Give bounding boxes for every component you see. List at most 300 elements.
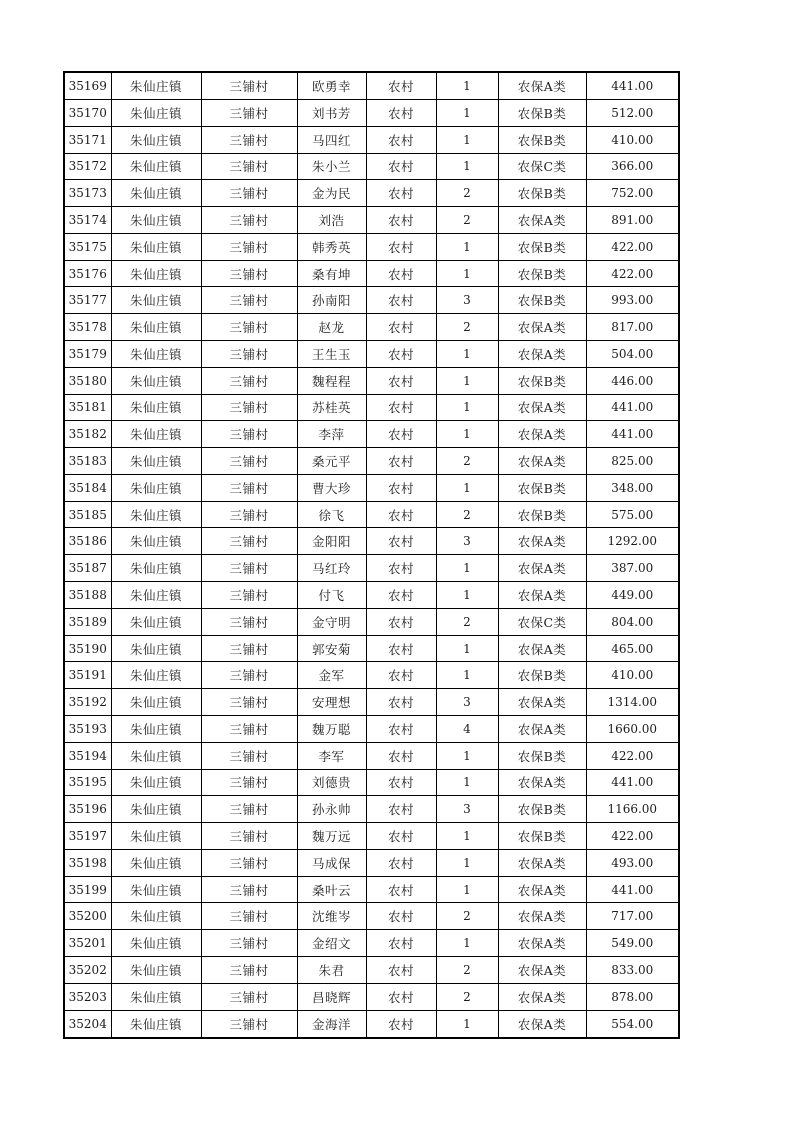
cell-insurance-category: 农保C类 xyxy=(498,608,586,635)
table-row xyxy=(64,769,679,796)
cell-amount: 410.00 xyxy=(586,662,679,689)
cell-record-id: 35185 xyxy=(64,501,111,528)
records-table-body xyxy=(64,72,679,1038)
cell-village: 三铺村 xyxy=(201,635,297,662)
cell-record-id: 35195 xyxy=(64,769,111,796)
cell-name: 桑元平 xyxy=(297,448,366,475)
cell-amount: 878.00 xyxy=(586,983,679,1010)
cell-insurance-category: 农保A类 xyxy=(498,849,586,876)
cell-town: 朱仙庄镇 xyxy=(111,769,201,796)
table-row xyxy=(64,99,679,126)
cell-record-id: 35188 xyxy=(64,582,111,609)
cell-village: 三铺村 xyxy=(201,341,297,368)
cell-record-id: 35186 xyxy=(64,528,111,555)
cell-town: 朱仙庄镇 xyxy=(111,72,201,99)
cell-record-id: 35190 xyxy=(64,635,111,662)
cell-town: 朱仙庄镇 xyxy=(111,582,201,609)
cell-town: 朱仙庄镇 xyxy=(111,662,201,689)
cell-amount: 446.00 xyxy=(586,367,679,394)
cell-amount: 804.00 xyxy=(586,608,679,635)
cell-residence-type: 农村 xyxy=(366,448,436,475)
table-row xyxy=(64,635,679,662)
cell-village: 三铺村 xyxy=(201,180,297,207)
cell-village: 三铺村 xyxy=(201,876,297,903)
cell-record-id: 35173 xyxy=(64,180,111,207)
cell-residence-type: 农村 xyxy=(366,180,436,207)
cell-town: 朱仙庄镇 xyxy=(111,126,201,153)
cell-residence-type: 农村 xyxy=(366,635,436,662)
cell-village: 三铺村 xyxy=(201,367,297,394)
cell-town: 朱仙庄镇 xyxy=(111,394,201,421)
cell-amount: 493.00 xyxy=(586,849,679,876)
cell-record-id: 35182 xyxy=(64,421,111,448)
cell-person-count: 2 xyxy=(436,956,498,983)
cell-name: 朱君 xyxy=(297,956,366,983)
cell-amount: 441.00 xyxy=(586,769,679,796)
table-row xyxy=(64,608,679,635)
table-row xyxy=(64,689,679,716)
cell-person-count: 2 xyxy=(436,903,498,930)
cell-record-id: 35184 xyxy=(64,474,111,501)
table-row xyxy=(64,715,679,742)
cell-town: 朱仙庄镇 xyxy=(111,555,201,582)
cell-name: 沈维岑 xyxy=(297,903,366,930)
cell-person-count: 3 xyxy=(436,796,498,823)
cell-insurance-category: 农保A类 xyxy=(498,582,586,609)
cell-village: 三铺村 xyxy=(201,662,297,689)
cell-name: 李萍 xyxy=(297,421,366,448)
cell-insurance-category: 农保A类 xyxy=(498,930,586,957)
table-row xyxy=(64,287,679,314)
cell-person-count: 1 xyxy=(436,421,498,448)
cell-residence-type: 农村 xyxy=(366,367,436,394)
cell-residence-type: 农村 xyxy=(366,876,436,903)
cell-amount: 465.00 xyxy=(586,635,679,662)
cell-village: 三铺村 xyxy=(201,956,297,983)
cell-insurance-category: 农保B类 xyxy=(498,99,586,126)
cell-amount: 348.00 xyxy=(586,474,679,501)
cell-insurance-category: 农保B类 xyxy=(498,233,586,260)
cell-person-count: 1 xyxy=(436,823,498,850)
cell-amount: 422.00 xyxy=(586,742,679,769)
table-row xyxy=(64,72,679,99)
cell-town: 朱仙庄镇 xyxy=(111,528,201,555)
table-row xyxy=(64,662,679,689)
cell-name: 李军 xyxy=(297,742,366,769)
cell-record-id: 35192 xyxy=(64,689,111,716)
cell-record-id: 35180 xyxy=(64,367,111,394)
cell-insurance-category: 农保A类 xyxy=(498,689,586,716)
cell-amount: 366.00 xyxy=(586,153,679,180)
cell-amount: 817.00 xyxy=(586,314,679,341)
cell-insurance-category: 农保A类 xyxy=(498,983,586,1010)
table-row xyxy=(64,956,679,983)
cell-name: 赵龙 xyxy=(297,314,366,341)
cell-record-id: 35178 xyxy=(64,314,111,341)
cell-record-id: 35171 xyxy=(64,126,111,153)
cell-amount: 441.00 xyxy=(586,394,679,421)
cell-name: 王生玉 xyxy=(297,341,366,368)
cell-amount: 825.00 xyxy=(586,448,679,475)
cell-insurance-category: 农保A类 xyxy=(498,715,586,742)
cell-amount: 504.00 xyxy=(586,341,679,368)
cell-record-id: 35198 xyxy=(64,849,111,876)
cell-record-id: 35189 xyxy=(64,608,111,635)
cell-town: 朱仙庄镇 xyxy=(111,421,201,448)
cell-record-id: 35187 xyxy=(64,555,111,582)
cell-town: 朱仙庄镇 xyxy=(111,99,201,126)
cell-amount: 422.00 xyxy=(586,233,679,260)
cell-village: 三铺村 xyxy=(201,608,297,635)
cell-name: 昌晓辉 xyxy=(297,983,366,1010)
cell-village: 三铺村 xyxy=(201,528,297,555)
cell-amount: 1314.00 xyxy=(586,689,679,716)
cell-insurance-category: 农保A类 xyxy=(498,555,586,582)
cell-town: 朱仙庄镇 xyxy=(111,314,201,341)
cell-amount: 833.00 xyxy=(586,956,679,983)
cell-town: 朱仙庄镇 xyxy=(111,448,201,475)
cell-name: 付飞 xyxy=(297,582,366,609)
cell-town: 朱仙庄镇 xyxy=(111,796,201,823)
cell-record-id: 35196 xyxy=(64,796,111,823)
cell-record-id: 35179 xyxy=(64,341,111,368)
cell-town: 朱仙庄镇 xyxy=(111,367,201,394)
cell-insurance-category: 农保B类 xyxy=(498,823,586,850)
cell-name: 孙南阳 xyxy=(297,287,366,314)
cell-person-count: 4 xyxy=(436,715,498,742)
cell-person-count: 2 xyxy=(436,180,498,207)
cell-person-count: 1 xyxy=(436,341,498,368)
cell-insurance-category: 农保A类 xyxy=(498,903,586,930)
cell-residence-type: 农村 xyxy=(366,582,436,609)
cell-village: 三铺村 xyxy=(201,72,297,99)
cell-person-count: 1 xyxy=(436,742,498,769)
cell-name: 金为民 xyxy=(297,180,366,207)
cell-amount: 554.00 xyxy=(586,1010,679,1038)
table-row xyxy=(64,876,679,903)
cell-name: 金绍文 xyxy=(297,930,366,957)
cell-record-id: 35204 xyxy=(64,1010,111,1038)
cell-name: 金阳阳 xyxy=(297,528,366,555)
cell-name: 孙永帅 xyxy=(297,796,366,823)
table-row xyxy=(64,474,679,501)
cell-record-id: 35201 xyxy=(64,930,111,957)
cell-residence-type: 农村 xyxy=(366,715,436,742)
cell-village: 三铺村 xyxy=(201,287,297,314)
cell-person-count: 1 xyxy=(436,474,498,501)
cell-amount: 441.00 xyxy=(586,876,679,903)
cell-person-count: 2 xyxy=(436,448,498,475)
table-row xyxy=(64,930,679,957)
cell-name: 苏桂英 xyxy=(297,394,366,421)
cell-village: 三铺村 xyxy=(201,233,297,260)
cell-name: 朱小兰 xyxy=(297,153,366,180)
cell-village: 三铺村 xyxy=(201,689,297,716)
cell-village: 三铺村 xyxy=(201,715,297,742)
cell-name: 金军 xyxy=(297,662,366,689)
cell-village: 三铺村 xyxy=(201,501,297,528)
table-row xyxy=(64,233,679,260)
cell-residence-type: 农村 xyxy=(366,662,436,689)
cell-town: 朱仙庄镇 xyxy=(111,930,201,957)
cell-name: 马成保 xyxy=(297,849,366,876)
cell-person-count: 2 xyxy=(436,501,498,528)
cell-person-count: 1 xyxy=(436,662,498,689)
cell-residence-type: 农村 xyxy=(366,233,436,260)
cell-town: 朱仙庄镇 xyxy=(111,501,201,528)
table-row xyxy=(64,823,679,850)
cell-town: 朱仙庄镇 xyxy=(111,715,201,742)
cell-name: 马四红 xyxy=(297,126,366,153)
cell-amount: 549.00 xyxy=(586,930,679,957)
cell-amount: 1292.00 xyxy=(586,528,679,555)
cell-town: 朱仙庄镇 xyxy=(111,287,201,314)
records-table xyxy=(63,71,680,1039)
cell-person-count: 3 xyxy=(436,287,498,314)
cell-residence-type: 农村 xyxy=(366,153,436,180)
cell-name: 马红玲 xyxy=(297,555,366,582)
cell-town: 朱仙庄镇 xyxy=(111,823,201,850)
cell-record-id: 35183 xyxy=(64,448,111,475)
cell-amount: 575.00 xyxy=(586,501,679,528)
table-row xyxy=(64,126,679,153)
cell-insurance-category: 农保A类 xyxy=(498,394,586,421)
cell-residence-type: 农村 xyxy=(366,99,436,126)
cell-name: 徐飞 xyxy=(297,501,366,528)
cell-record-id: 35174 xyxy=(64,207,111,234)
cell-name: 魏万远 xyxy=(297,823,366,850)
cell-residence-type: 农村 xyxy=(366,474,436,501)
cell-record-id: 35191 xyxy=(64,662,111,689)
table-row xyxy=(64,983,679,1010)
cell-insurance-category: 农保B类 xyxy=(498,742,586,769)
cell-person-count: 1 xyxy=(436,769,498,796)
cell-town: 朱仙庄镇 xyxy=(111,903,201,930)
table-row xyxy=(64,260,679,287)
cell-name: 郭安菊 xyxy=(297,635,366,662)
cell-residence-type: 农村 xyxy=(366,903,436,930)
table-row xyxy=(64,448,679,475)
cell-person-count: 1 xyxy=(436,1010,498,1038)
cell-residence-type: 农村 xyxy=(366,930,436,957)
cell-residence-type: 农村 xyxy=(366,823,436,850)
cell-insurance-category: 农保B类 xyxy=(498,126,586,153)
cell-town: 朱仙庄镇 xyxy=(111,689,201,716)
table-row xyxy=(64,314,679,341)
cell-village: 三铺村 xyxy=(201,153,297,180)
cell-amount: 1660.00 xyxy=(586,715,679,742)
cell-town: 朱仙庄镇 xyxy=(111,153,201,180)
cell-residence-type: 农村 xyxy=(366,983,436,1010)
cell-insurance-category: 农保A类 xyxy=(498,769,586,796)
cell-person-count: 1 xyxy=(436,153,498,180)
cell-person-count: 1 xyxy=(436,99,498,126)
cell-person-count: 1 xyxy=(436,394,498,421)
table-row xyxy=(64,849,679,876)
cell-person-count: 1 xyxy=(436,233,498,260)
cell-record-id: 35169 xyxy=(64,72,111,99)
cell-record-id: 35176 xyxy=(64,260,111,287)
cell-insurance-category: 农保B类 xyxy=(498,367,586,394)
cell-village: 三铺村 xyxy=(201,421,297,448)
table-row xyxy=(64,180,679,207)
cell-village: 三铺村 xyxy=(201,555,297,582)
cell-amount: 993.00 xyxy=(586,287,679,314)
cell-town: 朱仙庄镇 xyxy=(111,207,201,234)
cell-village: 三铺村 xyxy=(201,1010,297,1038)
cell-residence-type: 农村 xyxy=(366,528,436,555)
cell-record-id: 35200 xyxy=(64,903,111,930)
cell-village: 三铺村 xyxy=(201,99,297,126)
cell-insurance-category: 农保B类 xyxy=(498,474,586,501)
cell-person-count: 1 xyxy=(436,582,498,609)
table-row xyxy=(64,341,679,368)
cell-name: 韩秀英 xyxy=(297,233,366,260)
cell-insurance-category: 农保B类 xyxy=(498,287,586,314)
cell-person-count: 1 xyxy=(436,260,498,287)
table-row xyxy=(64,796,679,823)
cell-insurance-category: 农保B类 xyxy=(498,180,586,207)
cell-residence-type: 农村 xyxy=(366,207,436,234)
cell-town: 朱仙庄镇 xyxy=(111,233,201,260)
cell-village: 三铺村 xyxy=(201,582,297,609)
table-row xyxy=(64,582,679,609)
cell-residence-type: 农村 xyxy=(366,314,436,341)
cell-record-id: 35203 xyxy=(64,983,111,1010)
table-row xyxy=(64,528,679,555)
cell-amount: 387.00 xyxy=(586,555,679,582)
cell-village: 三铺村 xyxy=(201,207,297,234)
cell-town: 朱仙庄镇 xyxy=(111,180,201,207)
cell-residence-type: 农村 xyxy=(366,742,436,769)
cell-amount: 422.00 xyxy=(586,260,679,287)
cell-residence-type: 农村 xyxy=(366,260,436,287)
cell-residence-type: 农村 xyxy=(366,956,436,983)
cell-record-id: 35177 xyxy=(64,287,111,314)
cell-record-id: 35197 xyxy=(64,823,111,850)
cell-person-count: 1 xyxy=(436,876,498,903)
cell-village: 三铺村 xyxy=(201,849,297,876)
cell-record-id: 35170 xyxy=(64,99,111,126)
cell-town: 朱仙庄镇 xyxy=(111,608,201,635)
cell-insurance-category: 农保B类 xyxy=(498,501,586,528)
cell-village: 三铺村 xyxy=(201,742,297,769)
cell-record-id: 35202 xyxy=(64,956,111,983)
cell-amount: 512.00 xyxy=(586,99,679,126)
cell-village: 三铺村 xyxy=(201,394,297,421)
cell-village: 三铺村 xyxy=(201,769,297,796)
cell-name: 安理想 xyxy=(297,689,366,716)
cell-residence-type: 农村 xyxy=(366,72,436,99)
cell-residence-type: 农村 xyxy=(366,689,436,716)
cell-town: 朱仙庄镇 xyxy=(111,341,201,368)
table-row xyxy=(64,367,679,394)
cell-village: 三铺村 xyxy=(201,314,297,341)
cell-amount: 1166.00 xyxy=(586,796,679,823)
cell-person-count: 2 xyxy=(436,314,498,341)
cell-name: 金守明 xyxy=(297,608,366,635)
cell-name: 魏程程 xyxy=(297,367,366,394)
table-row xyxy=(64,1010,679,1038)
cell-insurance-category: 农保A类 xyxy=(498,528,586,555)
cell-village: 三铺村 xyxy=(201,983,297,1010)
cell-residence-type: 农村 xyxy=(366,287,436,314)
cell-town: 朱仙庄镇 xyxy=(111,1010,201,1038)
cell-name: 金海洋 xyxy=(297,1010,366,1038)
cell-amount: 752.00 xyxy=(586,180,679,207)
cell-amount: 410.00 xyxy=(586,126,679,153)
cell-insurance-category: 农保A类 xyxy=(498,341,586,368)
cell-name: 刘浩 xyxy=(297,207,366,234)
cell-residence-type: 农村 xyxy=(366,501,436,528)
cell-name: 魏万聪 xyxy=(297,715,366,742)
cell-insurance-category: 农保B类 xyxy=(498,662,586,689)
cell-residence-type: 农村 xyxy=(366,394,436,421)
cell-village: 三铺村 xyxy=(201,126,297,153)
cell-record-id: 35194 xyxy=(64,742,111,769)
cell-insurance-category: 农保A类 xyxy=(498,314,586,341)
cell-person-count: 1 xyxy=(436,367,498,394)
table-row xyxy=(64,394,679,421)
table-row xyxy=(64,501,679,528)
cell-town: 朱仙庄镇 xyxy=(111,956,201,983)
cell-amount: 449.00 xyxy=(586,582,679,609)
cell-person-count: 1 xyxy=(436,849,498,876)
cell-insurance-category: 农保B类 xyxy=(498,260,586,287)
cell-name: 桑有坤 xyxy=(297,260,366,287)
cell-insurance-category: 农保A类 xyxy=(498,876,586,903)
cell-residence-type: 农村 xyxy=(366,421,436,448)
table-row xyxy=(64,421,679,448)
cell-record-id: 35181 xyxy=(64,394,111,421)
cell-person-count: 1 xyxy=(436,930,498,957)
cell-residence-type: 农村 xyxy=(366,849,436,876)
cell-residence-type: 农村 xyxy=(366,796,436,823)
cell-person-count: 1 xyxy=(436,126,498,153)
cell-name: 桑叶云 xyxy=(297,876,366,903)
cell-person-count: 2 xyxy=(436,207,498,234)
cell-person-count: 1 xyxy=(436,72,498,99)
cell-town: 朱仙庄镇 xyxy=(111,983,201,1010)
cell-insurance-category: 农保A类 xyxy=(498,207,586,234)
cell-insurance-category: 农保A类 xyxy=(498,72,586,99)
cell-record-id: 35172 xyxy=(64,153,111,180)
cell-village: 三铺村 xyxy=(201,474,297,501)
cell-village: 三铺村 xyxy=(201,260,297,287)
cell-insurance-category: 农保A类 xyxy=(498,1010,586,1038)
cell-amount: 717.00 xyxy=(586,903,679,930)
cell-person-count: 2 xyxy=(436,608,498,635)
cell-residence-type: 农村 xyxy=(366,341,436,368)
cell-person-count: 3 xyxy=(436,528,498,555)
cell-amount: 441.00 xyxy=(586,421,679,448)
cell-name: 刘书芳 xyxy=(297,99,366,126)
cell-name: 欧勇幸 xyxy=(297,72,366,99)
cell-residence-type: 农村 xyxy=(366,555,436,582)
cell-insurance-category: 农保A类 xyxy=(498,635,586,662)
cell-record-id: 35199 xyxy=(64,876,111,903)
cell-insurance-category: 农保B类 xyxy=(498,796,586,823)
table-row xyxy=(64,742,679,769)
cell-person-count: 2 xyxy=(436,983,498,1010)
cell-person-count: 1 xyxy=(436,635,498,662)
cell-record-id: 35175 xyxy=(64,233,111,260)
table-row xyxy=(64,903,679,930)
cell-amount: 441.00 xyxy=(586,72,679,99)
cell-insurance-category: 农保A类 xyxy=(498,448,586,475)
cell-insurance-category: 农保A类 xyxy=(498,956,586,983)
cell-village: 三铺村 xyxy=(201,903,297,930)
